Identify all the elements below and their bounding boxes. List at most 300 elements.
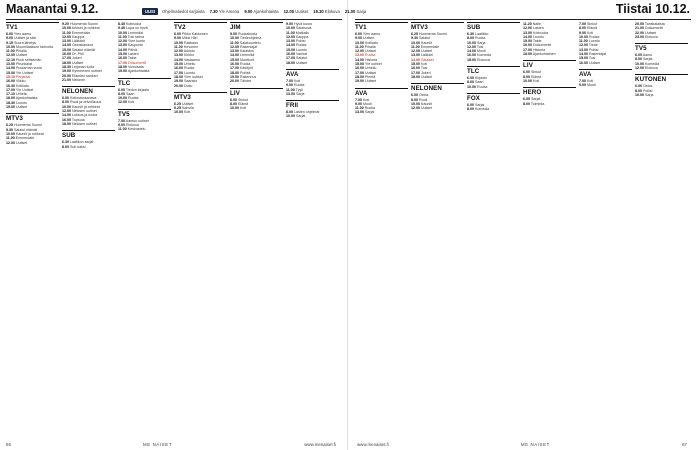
program-time: 10.00 (286, 26, 295, 31)
program-title: Uutiset (295, 60, 308, 65)
program-time: 10.00 (118, 30, 127, 35)
program-title: Rakentajat (239, 44, 258, 49)
program-title: Tiedeohjelma (239, 36, 262, 41)
schedule-column (355, 22, 408, 434)
program-time: 11.00 (579, 39, 588, 44)
program-time: 17.00 (62, 56, 71, 61)
program-title: Tanskalaista (644, 22, 665, 26)
program-time: 16.00 (411, 66, 420, 71)
program-time: 16.00 (118, 56, 127, 61)
program-time: 18.00 (411, 74, 420, 79)
program-time: 10.00 (411, 40, 420, 45)
program-title: Dokumentti (644, 26, 664, 31)
new-badge: UUSI (142, 8, 158, 15)
program-time: 8.00 (467, 80, 474, 85)
program-title: Luonto (587, 39, 600, 44)
program-title: Kauniit ja rohkeat (15, 131, 44, 136)
program-title: Uutiset (364, 49, 377, 54)
program-title: Lemmikit (239, 53, 255, 58)
program-title: Uutiset (364, 79, 377, 84)
channel-block (286, 100, 339, 119)
program-listing (355, 110, 408, 114)
channel-block (635, 43, 688, 70)
program-title: Komedia (474, 107, 490, 112)
channel-heading: MTV3 (411, 22, 464, 31)
program-title: Ostoskanava (71, 43, 93, 48)
program-title: Sarjat (295, 114, 306, 119)
topbar-item-time: 12.00 (283, 8, 295, 14)
header-rule-left (6, 19, 342, 20)
program-time: 9.00 (174, 36, 181, 41)
program-time: 16.00 (579, 60, 588, 65)
program-time: 10.00 (174, 40, 183, 45)
right-page (349, 0, 696, 450)
program-time: 16.00 (355, 66, 364, 71)
channel-heading: LIV (230, 88, 283, 97)
program-time: 16.00 (62, 117, 71, 122)
program-time: 10.00 (62, 26, 71, 31)
program-listing (6, 141, 59, 145)
program-title: Vuosisata (127, 64, 144, 69)
program-listing (174, 84, 227, 88)
program-title: Kaupunki (127, 43, 143, 48)
program-time: 15.00 (6, 70, 15, 75)
program-title: Lasten (127, 52, 139, 57)
program-title: Uutiset (364, 70, 377, 75)
program-title: Käsityöt (239, 66, 253, 71)
channel-block (174, 92, 227, 115)
channel-block (174, 22, 227, 88)
program-time: 12.00 (411, 106, 420, 111)
program-time: 6.00 (411, 93, 418, 98)
program-title: Kirjasto (474, 76, 487, 81)
program-title: Kirkko (183, 53, 194, 58)
program-listing (523, 102, 576, 106)
program-time: 14.00 (62, 43, 71, 48)
program-title: Rakentajat (588, 52, 607, 57)
channel-block (286, 69, 339, 96)
program-title: Saaristo (183, 79, 198, 84)
program-title: Elokuva (476, 57, 490, 62)
program-title: Lemmikki (127, 30, 144, 35)
program-title: Historia (364, 57, 378, 62)
program-title: Jokeri (71, 56, 82, 61)
program-listing (62, 78, 115, 82)
program-listing (635, 66, 688, 70)
program-title: Elokuva (125, 123, 139, 128)
program-time: 16.00 (286, 52, 295, 57)
header-rule-right (355, 19, 691, 20)
channel-block (118, 109, 171, 132)
program-listing (467, 107, 520, 111)
program-time: 6.25 (411, 32, 418, 36)
program-time: 14.00 (467, 49, 476, 54)
program-time: 8.00 (467, 107, 474, 112)
program-title: Aamun uutiset (125, 118, 149, 123)
program-title: Salaiset (420, 57, 434, 62)
program-title: Nelosen uutiset (71, 109, 97, 114)
program-title: Luonto (295, 47, 307, 52)
program-title: Rooli (418, 97, 428, 102)
program-time: 20.00 (174, 83, 183, 88)
program-time: 15.00 (579, 56, 588, 61)
program-title: Hevonen (182, 44, 199, 49)
program-title: Ruoka (183, 66, 195, 71)
program-time: 6.00 (230, 97, 237, 102)
program-listing (467, 58, 520, 62)
program-title: Urheilu (183, 62, 196, 67)
topbar-item-time: 9.00 (244, 8, 253, 14)
program-title: Hyvä kuoro (293, 22, 313, 26)
left-page-number: 66 (6, 442, 11, 447)
program-time: 15.00 (286, 47, 295, 52)
channel-heading: TLC (467, 66, 520, 75)
program-title: Muoti (362, 101, 372, 106)
program-time: 8.00 (230, 101, 237, 106)
channel-heading: NELONEN (62, 86, 115, 95)
program-time: 13.00 (286, 39, 295, 44)
program-title: Ostos (418, 93, 429, 98)
program-title: Ruoka (295, 43, 307, 48)
program-title: Moottorit (239, 57, 254, 62)
program-time: 7.00 (579, 78, 586, 83)
program-listing (286, 61, 339, 65)
program-time: 12.00 (355, 49, 364, 54)
program-time: 11.00 (174, 44, 183, 49)
channel-block (286, 22, 339, 65)
program-time: 11.00 (230, 40, 239, 45)
program-time: 10.00 (579, 34, 588, 39)
channel-block (467, 93, 520, 112)
program-time: 10.00 (118, 96, 127, 101)
program-time: 13.00 (118, 43, 127, 48)
channel-heading: TV5 (635, 43, 688, 52)
program-listing (62, 145, 115, 149)
program-title: Emmerdale (70, 30, 91, 35)
program-time: 15.00 (118, 52, 127, 57)
program-time: 6.00 (635, 84, 642, 89)
program-title: Ruoka (127, 96, 139, 101)
program-time: 8.00 (523, 74, 530, 79)
channel-heading: MTV3 (174, 92, 227, 101)
schedule-column (230, 22, 283, 434)
program-time: 9.00 (286, 83, 293, 88)
program-time: 13.00 (411, 53, 420, 58)
schedule-column (286, 22, 339, 434)
program-title: Suora lähetys (13, 40, 36, 45)
program-listing (6, 105, 59, 109)
program-time: 10.00 (635, 61, 644, 66)
channel-heading: TV1 (355, 22, 408, 31)
schedule-column (6, 22, 59, 434)
program-listing (355, 79, 408, 83)
channel-block (118, 78, 171, 105)
program-time: 8.00 (635, 88, 642, 93)
program-time: 14.00 (174, 57, 183, 62)
program-time: 6.25 (6, 123, 13, 128)
program-time: 18.00 (467, 57, 476, 62)
program-time: 9.30 (6, 127, 13, 132)
program-time: 16.00 (230, 62, 239, 67)
program-title: Koti (293, 78, 301, 83)
channel-heading: TLC (118, 78, 171, 87)
topbar-text: Ohjelmatiedot sarjoista (162, 8, 205, 14)
channel-heading: FRII (286, 100, 339, 109)
program-time: 6.30 (62, 140, 69, 145)
program-listing (523, 79, 576, 83)
program-title: Rooli ja velvollisuus (69, 100, 102, 105)
program-title: Komedia (476, 53, 492, 58)
topbar-item (313, 9, 340, 14)
program-title: Koti (362, 97, 370, 102)
channel-heading: HERO (523, 87, 576, 96)
program-title: Sarja (644, 92, 654, 97)
program-time: 17.00 (523, 47, 532, 52)
program-time: 13.00 (62, 39, 71, 44)
program-title: Uutiset (15, 53, 28, 58)
program-listing (286, 114, 339, 118)
program-time: 15.00 (411, 62, 420, 67)
program-time: 14.00 (411, 57, 420, 62)
program-listing (635, 93, 688, 97)
program-title: Ruoka (364, 53, 376, 58)
topbar-item-time: 21.00 (344, 8, 356, 14)
channel-block (230, 88, 283, 111)
program-time: 9.25 (174, 106, 181, 111)
topbar-item (244, 9, 278, 14)
topbar-items (210, 9, 372, 14)
channel-heading: MTV3 (6, 113, 59, 122)
program-title: Kauppa (295, 34, 309, 39)
program-time: 20.00 (62, 73, 71, 78)
program-time: 6.00 (635, 53, 642, 58)
program-title: Arkisto (183, 49, 195, 54)
program-time: 12.00 (635, 66, 644, 71)
program-title: Ajankohtaista (127, 69, 150, 74)
program-time: 10.00 (230, 36, 239, 41)
program-time: 18.00 (62, 121, 71, 126)
program-title: Urheilu (364, 66, 377, 71)
program-time: 18.00 (6, 96, 15, 101)
program-time: 10.00 (62, 104, 71, 109)
program-time: 15.00 (523, 39, 532, 44)
channel-block (6, 22, 59, 109)
program-time: 7.00 (118, 118, 125, 123)
program-title: Nelonen (71, 77, 86, 82)
right-footer (357, 442, 687, 447)
program-title: Kahvila (181, 106, 194, 111)
program-listing (118, 100, 171, 104)
program-title: Elokuva (644, 66, 658, 71)
program-time: 6.00 (523, 97, 530, 102)
program-title: Uutiset (420, 74, 433, 79)
program-title: Elokuva (644, 34, 658, 39)
program-time: 12.00 (118, 39, 127, 44)
program-title: Laatikon sarjat (69, 140, 94, 145)
program-title: Tupsula (71, 117, 85, 122)
program-time: 7.00 (286, 78, 293, 83)
program-time: 17.00 (174, 70, 183, 75)
schedule-column (411, 22, 464, 434)
program-time: 9.30 (411, 36, 418, 41)
program-time: 18.30 (62, 64, 71, 69)
program-title: Dokumentti (127, 60, 147, 65)
topbar-item-time: 19.30 (313, 8, 324, 14)
program-time: 8.00 (467, 36, 474, 41)
program-time: 10.00 (230, 106, 239, 111)
program-time: 13.00 (579, 47, 588, 52)
program-time: 17.00 (355, 70, 364, 75)
program-listing (579, 61, 632, 65)
program-time: 11.20 (523, 22, 532, 26)
program-time: 11.00 (411, 44, 420, 49)
program-time: 19.00 (62, 69, 71, 74)
program-time: 17.00 (286, 56, 295, 61)
program-title: Rakkaus (183, 40, 198, 45)
program-time: 12.00 (467, 44, 476, 49)
program-time: 15.00 (355, 62, 364, 67)
program-time: 19.00 (230, 74, 239, 79)
program-title: Jokeri (420, 70, 431, 75)
program-time: 9.20 (62, 22, 69, 26)
program-time: 11.00 (286, 87, 295, 92)
program-title: Toiminta (530, 101, 545, 106)
right-footer-brand: ME NAISET (520, 442, 550, 447)
program-time: 9.00 (355, 36, 362, 41)
program-title: Aamu (642, 53, 653, 58)
program-title: Uutiset (588, 60, 601, 65)
program-title: Ruoka (476, 84, 488, 89)
program-title: Kauniit ja rohkeat (71, 104, 100, 109)
program-title: Sarja (295, 91, 305, 96)
program-title: Koti (239, 106, 247, 111)
channel-block (230, 22, 283, 84)
program-title: Tosi (476, 44, 484, 49)
program-listing (62, 122, 115, 126)
program-time: 16.30 (6, 83, 15, 88)
program-time: 6.30 (467, 32, 474, 36)
program-title: Ruoka (239, 62, 251, 67)
schedule-column (118, 22, 171, 434)
program-time: 6.00 (467, 102, 474, 107)
program-title: Perjantai (15, 74, 31, 79)
program-title: Ajankohtaista (15, 96, 38, 101)
program-time: 7.00 (355, 97, 362, 102)
program-time: 12.00 (579, 43, 588, 48)
program-title: Pientä (364, 74, 376, 79)
program-title: Luonto (15, 100, 27, 105)
program-time: 16.00 (467, 53, 476, 58)
channel-heading: SUB (467, 22, 520, 31)
program-time: 18.00 (174, 74, 183, 79)
program-time: 12.00 (174, 49, 183, 54)
program-time: 6.00 (467, 76, 474, 81)
program-time: 6.00 (355, 32, 362, 36)
program-time: 10.00 (523, 78, 532, 83)
program-title: Doku (183, 83, 193, 88)
program-time: 14.00 (286, 43, 295, 48)
program-title: Koti (586, 78, 594, 83)
program-time: 21.00 (62, 77, 71, 82)
program-time: 18.00 (62, 60, 71, 65)
program-time: 9.00 (579, 30, 586, 35)
program-title: Uutiset (71, 60, 84, 65)
program-time: 19.00 (174, 79, 183, 84)
program-title: Uutiset (181, 101, 194, 106)
program-title: Huomenta Suomi (418, 32, 447, 36)
program-title: Urheilu (15, 92, 28, 97)
program-title: Vastaamo (183, 57, 200, 62)
program-time: 11.00 (355, 106, 364, 111)
program-title: Tiedon kirjasto (125, 87, 150, 92)
program-time: 10.00 (635, 92, 644, 97)
program-time: 18.30 (6, 100, 15, 105)
program-time: 6.00 (62, 96, 69, 101)
program-time: 13.00 (6, 62, 15, 67)
program-listing (174, 110, 227, 114)
program-time: 11.00 (355, 44, 364, 49)
program-time: 15.00 (62, 47, 71, 52)
program-time: 17.00 (118, 60, 127, 65)
program-title: Kotiruoka (125, 22, 142, 26)
program-title: Arkiset ja rohkeat (71, 26, 100, 31)
program-time: 13.00 (355, 53, 364, 58)
program-time: 17.00 (6, 87, 15, 92)
program-title: Poliisi (642, 88, 653, 93)
program-title: Muoti (586, 83, 596, 88)
program-title: Komedia (644, 61, 660, 66)
program-title: Uutiset (15, 105, 28, 110)
program-time: 10.00 (286, 114, 295, 119)
program-time: 8.45 (118, 22, 125, 26)
program-title: Vanhat (295, 52, 308, 57)
program-title: Tosi (588, 56, 596, 61)
channel-block (62, 22, 115, 82)
program-title: Uutiset (15, 140, 28, 145)
channel-block (467, 66, 520, 89)
topbar-item-label: Elokuva (323, 8, 340, 14)
program-title: Kauniit (420, 40, 432, 45)
program-title: Ruoka (293, 83, 305, 88)
program-title: Kotikatu (15, 83, 29, 88)
program-time: 12.00 (6, 53, 15, 58)
program-title: Sarjat (530, 97, 541, 102)
program-title: Puutarhan vuosi (15, 66, 42, 71)
program-title: Salakuuntelu (238, 40, 261, 45)
program-title: Saari (474, 80, 484, 85)
program-listing (523, 52, 576, 56)
program-time: 11.00 (118, 34, 127, 39)
program-time: 14.00 (579, 52, 588, 57)
program-time: 16.00 (174, 66, 183, 71)
program-title: Poliisit (239, 70, 251, 75)
program-title: Emmerdale (14, 136, 35, 141)
program-time: 23.00 (635, 34, 644, 39)
program-title: Dokumentti (532, 43, 552, 48)
program-title: Lääkäri (420, 53, 433, 58)
channel-block (635, 22, 688, 39)
program-title: Emmerdale (419, 44, 440, 49)
program-time: 20.00 (230, 79, 239, 84)
channel-block (62, 130, 115, 149)
program-time: 13.00 (174, 53, 183, 58)
program-time: 10.00 (467, 84, 476, 89)
program-time: 17.00 (230, 66, 239, 71)
program-title: Sarjat (642, 57, 653, 62)
program-listing (635, 35, 688, 39)
program-title: Lupa on hyvä (125, 26, 148, 31)
program-title: Dr. Phil (71, 52, 84, 57)
